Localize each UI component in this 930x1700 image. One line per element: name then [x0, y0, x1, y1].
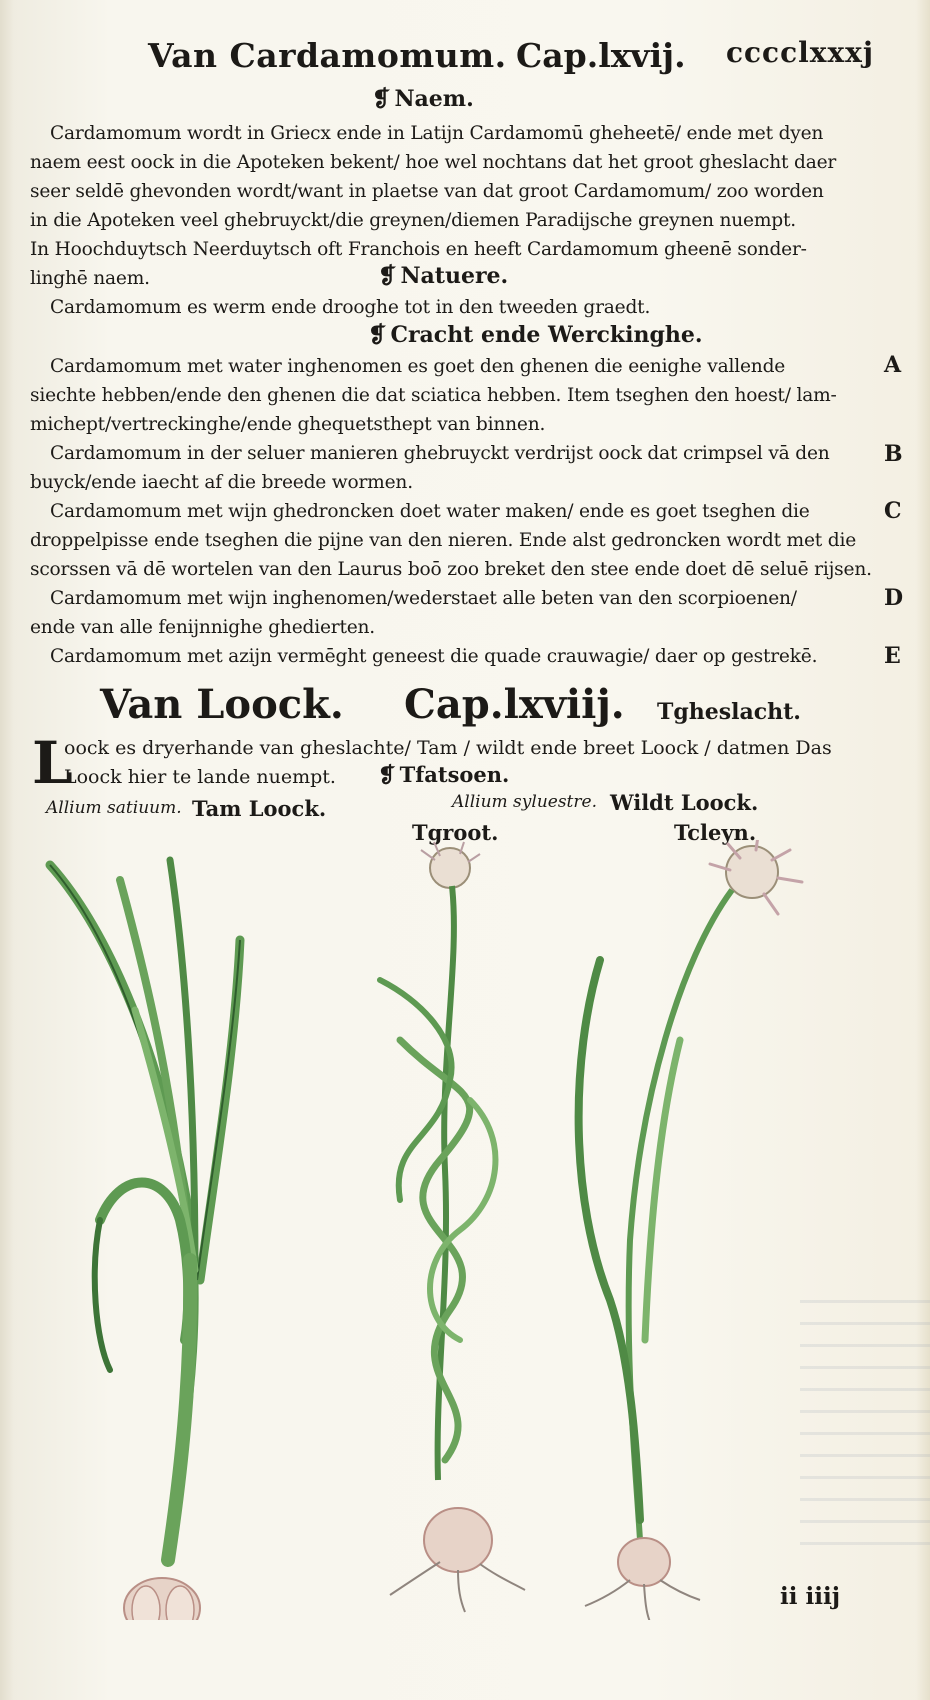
- text-line: Cardamomum met azijn vermēght geneest die quade crauwagie/ daer op gestrekē.: [50, 646, 818, 667]
- pilcrow-icon: ❡: [372, 86, 391, 112]
- wild-garlic-small-illustration: [579, 840, 802, 1586]
- text-line: in die Apoteken veel ghebruyckt/die greynen/diemen Paradijsche greynen nuempt.: [30, 210, 796, 231]
- section-heading-text: Tfatsoen.: [399, 762, 510, 787]
- signature-mark: ii iiij: [780, 1583, 841, 1610]
- running-chapter: Cap.lxvij.: [516, 36, 686, 75]
- section-heading-text: Naem.: [394, 86, 474, 112]
- page-edge-left: [0, 0, 14, 1700]
- text-line: ende van alle fenijnnighe ghedierten.: [30, 617, 376, 638]
- text-line: Loock hier te lande nuempt.: [64, 766, 336, 788]
- margin-letter: A: [884, 352, 902, 378]
- section-heading-naem: [372, 86, 474, 112]
- label-tcleyn: Tcleyn.: [674, 820, 757, 845]
- woodcut-plate: [40, 840, 900, 1620]
- chapter-heading: [0, 681, 930, 737]
- label-allium-sylvestre: Allium syluestre.: [452, 792, 597, 812]
- running-title: Van Cardamomum.: [148, 36, 507, 75]
- margin-letter: D: [884, 585, 904, 611]
- section-heading-natuere: [378, 263, 508, 289]
- margin-letter: B: [884, 441, 903, 467]
- label-wildt-loock: Wildt Loock.: [610, 790, 759, 815]
- text-line: Cardamomum wordt in Griecx ende in Latijn Cardamomū gheheetē/ ende met dyen: [50, 123, 824, 144]
- text-line: linghē naem.: [30, 268, 150, 289]
- text-line: siechte hebben/ende den ghenen die dat sciatica hebben. Item tseghen den hoest/ lam-: [30, 385, 837, 406]
- text-line: seer seldē ghevonden wordt/want in plaetse van dat groot Cardamomum/ zoo worden: [30, 181, 824, 202]
- chapter-title: Van Loock.: [100, 681, 344, 728]
- drop-capital: L: [32, 729, 73, 797]
- margin-letter: E: [884, 643, 901, 669]
- text-line: scorssen vā dē wortelen van den Laurus boō zoo breket den stee ende doet dē seluē rijsen.: [30, 559, 872, 580]
- pilcrow-icon: ❡: [378, 762, 396, 787]
- text-line: oock es dryerhande van gheslachte/ Tam / wildt ende breet Loock / datmen Das: [64, 737, 832, 759]
- text-line: michept/vertreckinghe/ende ghequetsthept van binnen.: [30, 414, 546, 435]
- text-line: Cardamomum in der seluer manieren ghebruyckt verdrijst oock dat crimpsel vā den: [50, 443, 830, 464]
- text-line: droppelpisse ende tseghen die pijne van den nieren. Ende alst gedroncken wordt met die: [30, 530, 857, 551]
- text-line: Cardamomum met wijn ghedroncken doet water maken/ ende es goet tseghen die: [50, 501, 810, 522]
- text-line: Cardamomum met water inghenomen es goet den ghenen die eenighe vallende: [50, 356, 786, 377]
- folio-number: cccclxxxj: [725, 36, 874, 69]
- text-line: naem eest oock in die Apoteken bekent/ hoe wel nochtans dat het groot gheslacht daer: [30, 152, 837, 173]
- text-line: Cardamomum es werm ende drooghe tot in den tweeden graedt.: [50, 297, 651, 318]
- section-heading-text: Cracht ende Werckinghe.: [390, 322, 703, 348]
- text-line: buyck/ende iaecht af die breede wormen.: [30, 472, 413, 493]
- label-tam-loock: Tam Loock.: [192, 796, 327, 821]
- section-heading-tfatsoen: [378, 762, 509, 787]
- running-head: [0, 36, 930, 80]
- chapter-number: Cap.lxviij.: [404, 681, 625, 728]
- text-line: In Hoochduytsch Neerduytsch oft Franchois en heeft Cardamomum gheenē sonder-: [30, 239, 807, 260]
- section-heading-tgheslacht: Tgheslacht.: [657, 699, 801, 725]
- wild-garlic-large-illustration: [380, 842, 495, 1572]
- pilcrow-icon: ❡: [378, 263, 397, 289]
- margin-letter: C: [884, 498, 902, 524]
- text-line: Cardamomum met wijn inghenomen/wederstaet alle beten van den scorpioenen/: [50, 588, 797, 609]
- garlic-plant-illustration: [50, 860, 240, 1620]
- label-tgroot: Tgroot.: [412, 820, 499, 845]
- pilcrow-icon: ❡: [368, 322, 387, 348]
- section-heading-cracht: [368, 322, 703, 348]
- label-allium-sativum: Allium satiuum.: [46, 798, 182, 818]
- section-heading-text: Natuere.: [400, 263, 509, 289]
